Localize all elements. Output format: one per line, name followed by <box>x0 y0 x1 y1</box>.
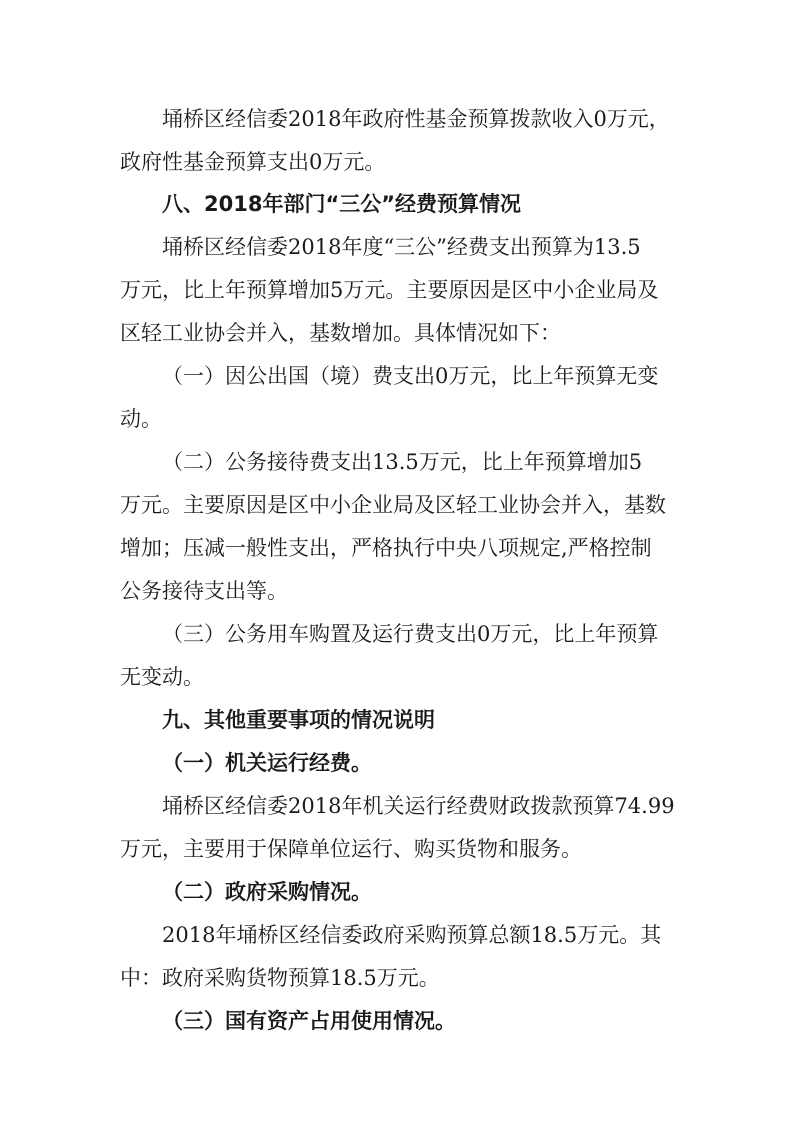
paragraph-fund-line-2: 政府性基金预算支出0万元。 <box>120 150 386 174</box>
paragraph-procurement-line-2: 中：政府采购货物预算18.5万元。 <box>120 966 440 990</box>
paragraph-sangong-line-2: 万元，比上年预算增加5万元。主要原因是区中小企业局及 <box>120 278 659 302</box>
paragraph-sangong-line-3: 区轻工业协会并入，基数增加。具体情况如下： <box>120 321 561 345</box>
paragraph-sangong-line-1: 埇桥区经信委2018年度“三公”经费支出预算为13.5 <box>162 235 641 259</box>
subheading-procurement: （二）政府采购情况。 <box>162 880 372 904</box>
section-heading-nine: 九、其他重要事项的情况说明 <box>162 708 435 732</box>
paragraph-vehicle-line-1: （三）公务用车购置及运行费支出0万元，比上年预算 <box>162 622 659 646</box>
paragraph-reception-line-4: 公务接待支出等。 <box>120 579 288 603</box>
paragraph-operating-line-2: 万元，主要用于保障单位运行、购买货物和服务。 <box>120 837 582 861</box>
paragraph-abroad-line-1: （一）因公出国（境）费支出0万元，比上年预算无变 <box>162 364 659 388</box>
paragraph-operating-line-1: 埇桥区经信委2018年机关运行经费财政拨款预算74.99 <box>162 794 675 818</box>
paragraph-procurement-line-1: 2018年埇桥区经信委政府采购预算总额18.5万元。其 <box>162 923 662 947</box>
paragraph-reception-line-3: 增加；压减一般性支出，严格执行中央八项规定,严格控制 <box>120 536 652 560</box>
paragraph-vehicle-line-2: 无变动。 <box>120 665 204 689</box>
paragraph-fund-line-1: 埇桥区经信委2018年政府性基金预算拨款收入0万元， <box>162 107 670 131</box>
subheading-state-assets: （三）国有资产占用使用情况。 <box>162 1009 456 1033</box>
paragraph-abroad-line-2: 动。 <box>120 407 162 431</box>
subheading-operating-funds: （一）机关运行经费。 <box>162 751 372 775</box>
paragraph-reception-line-2: 万元。主要原因是区中小企业局及区轻工业协会并入，基数 <box>120 493 666 517</box>
section-heading-eight: 八、2018年部门“三公”经费预算情况 <box>162 192 522 216</box>
paragraph-reception-line-1: （二）公务接待费支出13.5万元，比上年预算增加5 <box>162 450 643 474</box>
